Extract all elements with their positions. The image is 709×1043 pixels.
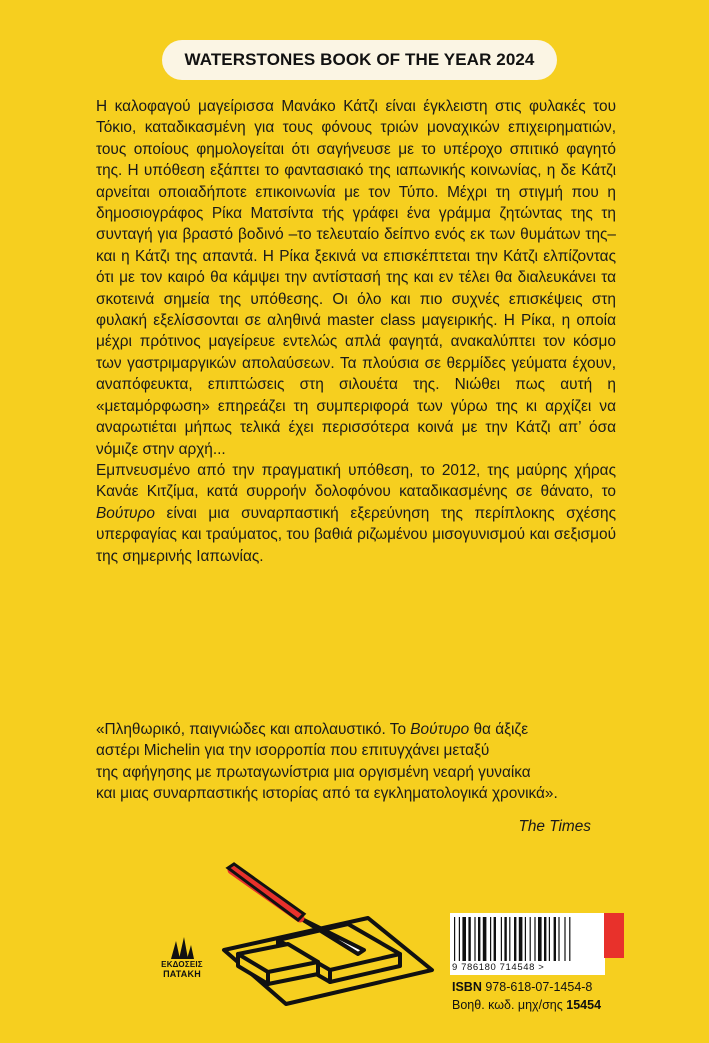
description-paragraph-2 <box>96 460 616 567</box>
barcode-bar <box>504 917 506 961</box>
barcode-bars <box>450 913 605 963</box>
publisher-name-line-2: ΠΑΤΑΚΗ <box>163 969 201 979</box>
quote-line-1 <box>96 719 616 740</box>
barcode-bar <box>514 917 516 961</box>
publisher-name-line-1: ΕΚΔΟΣΕΙΣ <box>161 960 203 969</box>
quote-source: The Times <box>518 818 591 835</box>
award-badge <box>162 40 557 80</box>
barcode-bar <box>519 917 523 961</box>
barcode-red-tab <box>604 913 624 958</box>
quote-line-1-start: «Πληθωρικό, παιγνιώδες και απολαυστικό. Το <box>96 721 411 738</box>
barcode-bar <box>569 917 570 961</box>
press-quote <box>96 719 616 805</box>
book-title-italic: Βούτυρο <box>96 504 155 522</box>
aux-code-label: Βοηθ. κωδ. μηχ/σης <box>452 998 563 1012</box>
barcode-bar <box>501 917 502 961</box>
barcode-bar <box>509 917 510 961</box>
isbn-label: ISBN <box>452 980 482 994</box>
butter-and-knife-icon <box>218 858 440 1008</box>
barcode-bar <box>530 917 531 961</box>
barcode-bar <box>494 917 496 961</box>
barcode-bar <box>525 917 526 961</box>
paragraph-2-text-end: είναι μια συναρπαστική εξερεύνηση της περίπλοκης σχέσης υπερφαγίας και τραύματος, του βαθιά ριζωμένου μισογυνισμού και σεξισμού της σημερινής Ιαπωνίας. <box>96 504 616 565</box>
barcode-bar <box>564 917 565 961</box>
barcode-bar <box>554 917 556 961</box>
barcode-bar <box>544 917 546 961</box>
aux-code-number: 15454 <box>566 998 602 1012</box>
publisher-logo-icon <box>167 935 197 961</box>
quote-line-1-end: θα άξιζε <box>469 721 529 738</box>
description-paragraph-1: Η καλοφαγού μαγείρισσα Μανάκο Κάτζι είναι έγκλειστη στις φυλακές του Τόκιο, καταδικασμένη για τους φόνους τριών μοναχικών επιχειρηματιών, τους οποίους φημολογείται ότι σαγήνευσε με το υπέροχο σπιτικό φαγητό της. Η υπόθεση εξάπτει το φαντασιακό της ιαπωνικής κοινωνίας, η δε Κάτζι αρνείται οποιαδήποτε επικοινωνία με τον Τύπο. Μέχρι τη στιγμή που η δημοσιογράφος Ρίκα Ματσίντα τής γράφει ένα γράμμα ζητώντας της τη συνταγή για βραστό βοδινό –το τελευταίο δείπνο ενός εκ των θυμάτων της– και η Κάτζι της απαντά. Η Ρίκα ξεκινά να επισκέπτεται την Κάτζι ελπίζοντας ότι με τον καιρό θα κάμψει την αντίστασή της και εν τέλει θα διαλευκάνει τα σκοτεινά σημεία της υπόθεσης. Οι όλο και πιο συχνές επισκέψεις στη φυλακή εξελίσσονται σε αληθινά master class μαγειρικής. Η Ρίκα, η οποία μέχρι πρότινος μαγείρευε εντελώς απλά φαγητά, ανακαλύπτει τον κόσμο των γαστριμαργικών απολαύσεων. Τα πλούσια σε θερμίδες γεύματα έχουν, αναπόφευκτα, επιπτώσεις στη σιλουέτα της. Νιώθει πως αυτή η «μεταμόρφωση» επηρεάζει τη συμπεριφορά των γύρω της κι αρχίζει να αναρωτιέται μήπως τελικά έχει περισσότερα κοινά με την Κάτζι απ’ όσα νόμιζε στην αρχή... <box>96 98 616 458</box>
barcode-bar <box>468 917 470 961</box>
barcode-bar <box>538 917 542 961</box>
award-badge-text: WATERSTONES BOOK OF THE YEAR 2024 <box>184 50 535 69</box>
barcode-bar <box>483 917 487 961</box>
barcode-bar <box>558 917 559 961</box>
aux-code-line <box>452 998 601 1012</box>
quote-line-4: και μιας συναρπαστικής ιστορίας από τα εγκληματολογικά χρονικά». <box>96 785 558 803</box>
barcode-bar <box>549 917 550 961</box>
paragraph-2-text-start: Εμπνευσμένο από την πραγματική υπόθεση, το 2012, της μαύρης χήρας Κανάε Κιτζίμα, κατά συρροήν δολοφόνου καταδικασμένης σε θάνατο, το <box>96 461 616 501</box>
book-description <box>96 96 616 567</box>
barcode-bar <box>462 917 466 961</box>
barcode-bar <box>534 917 535 961</box>
quote-line-3: της αφήγησης με πρωταγωνίστρια μια οργισμένη νεαρή γυναίκα <box>96 763 531 781</box>
isbn-number: 978-618-07-1454-8 <box>485 980 593 994</box>
barcode-bar <box>490 917 491 961</box>
barcode-bar <box>459 917 460 961</box>
quote-line-2: αστέρι Michelin για την ισορροπία που επιτυγχάνει μεταξύ <box>96 742 490 760</box>
barcode-bar <box>478 917 480 961</box>
barcode-bar <box>454 917 455 961</box>
publisher-logo <box>152 935 212 987</box>
isbn-line <box>452 980 592 994</box>
quote-book-title: Βούτυρο <box>410 721 470 738</box>
barcode-bar <box>474 917 475 961</box>
barcode-digits: 9 786180 714548 > <box>452 962 545 973</box>
